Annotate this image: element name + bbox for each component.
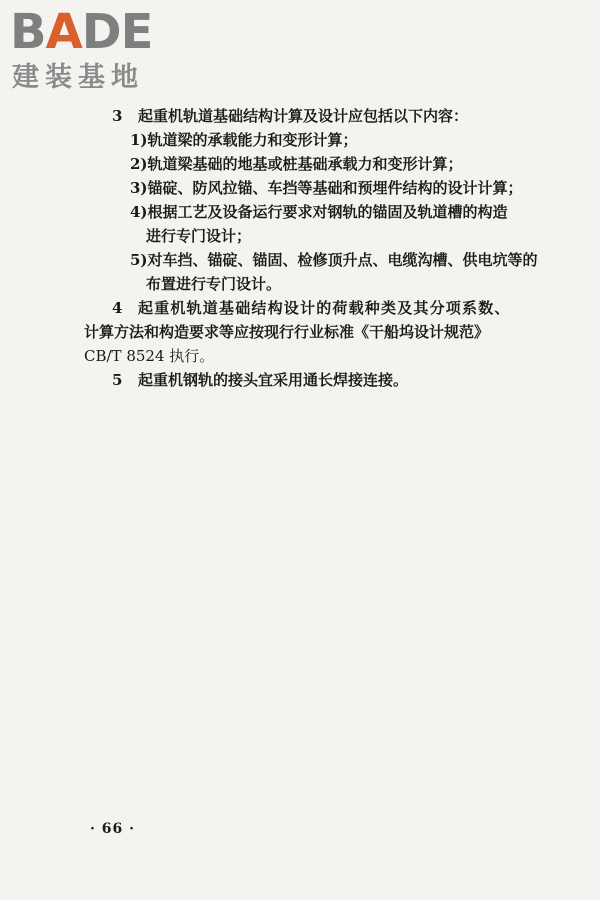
sub-item: 4)根据工艺及设备运行要求对钢轨的锚固及轨道槽的构造 bbox=[130, 203, 508, 221]
logo-letter-a: A bbox=[45, 4, 82, 60]
sub-item: 2)轨道梁基础的地基或桩基础承载力和变形计算； bbox=[130, 155, 463, 173]
logo-letter-b: B bbox=[10, 4, 46, 60]
item-text: 起重机轨道基础结构设计的荷载种类及其分项系数、 bbox=[138, 299, 511, 317]
item-3-heading bbox=[84, 104, 524, 128]
logo-subtitle: 建装基地 bbox=[12, 62, 144, 93]
sub-item: 1)轨道梁的承载能力和变形计算； bbox=[130, 131, 358, 149]
item-text: 起重机钢轨的接头宜采用通长焊接连接。 bbox=[138, 371, 409, 389]
item-number: 3 bbox=[112, 107, 123, 125]
logo-letters-de: DE bbox=[81, 4, 153, 60]
item-number: 5 bbox=[112, 371, 123, 389]
logo-mark bbox=[10, 4, 152, 60]
sub-item-continuation: 布置进行专门设计。 bbox=[146, 275, 282, 293]
item-text: 起重机轨道基础结构计算及设计应包括以下内容： bbox=[138, 107, 469, 125]
bade-logo bbox=[10, 4, 185, 96]
document-body bbox=[84, 104, 538, 392]
sub-item: 3)锚碇、防风拉锚、车挡等基础和预埋件结构的设计计算； bbox=[130, 179, 523, 197]
page-number: · 66 · bbox=[90, 821, 135, 837]
sub-item: 5)对车挡、锚碇、锚固、检修顶升点、电缆沟槽、供电坑等的 bbox=[130, 251, 538, 269]
item-4-continuation: 计算方法和构造要求等应按现行行业标准《干船坞设计规范》 bbox=[84, 323, 490, 341]
sub-item-continuation: 进行专门设计； bbox=[146, 227, 252, 245]
item-number: 4 bbox=[112, 299, 123, 317]
item-4-heading bbox=[84, 296, 524, 320]
item-5-heading bbox=[84, 368, 524, 392]
item-4-continuation: CB/T 8524 执行。 bbox=[84, 347, 215, 365]
